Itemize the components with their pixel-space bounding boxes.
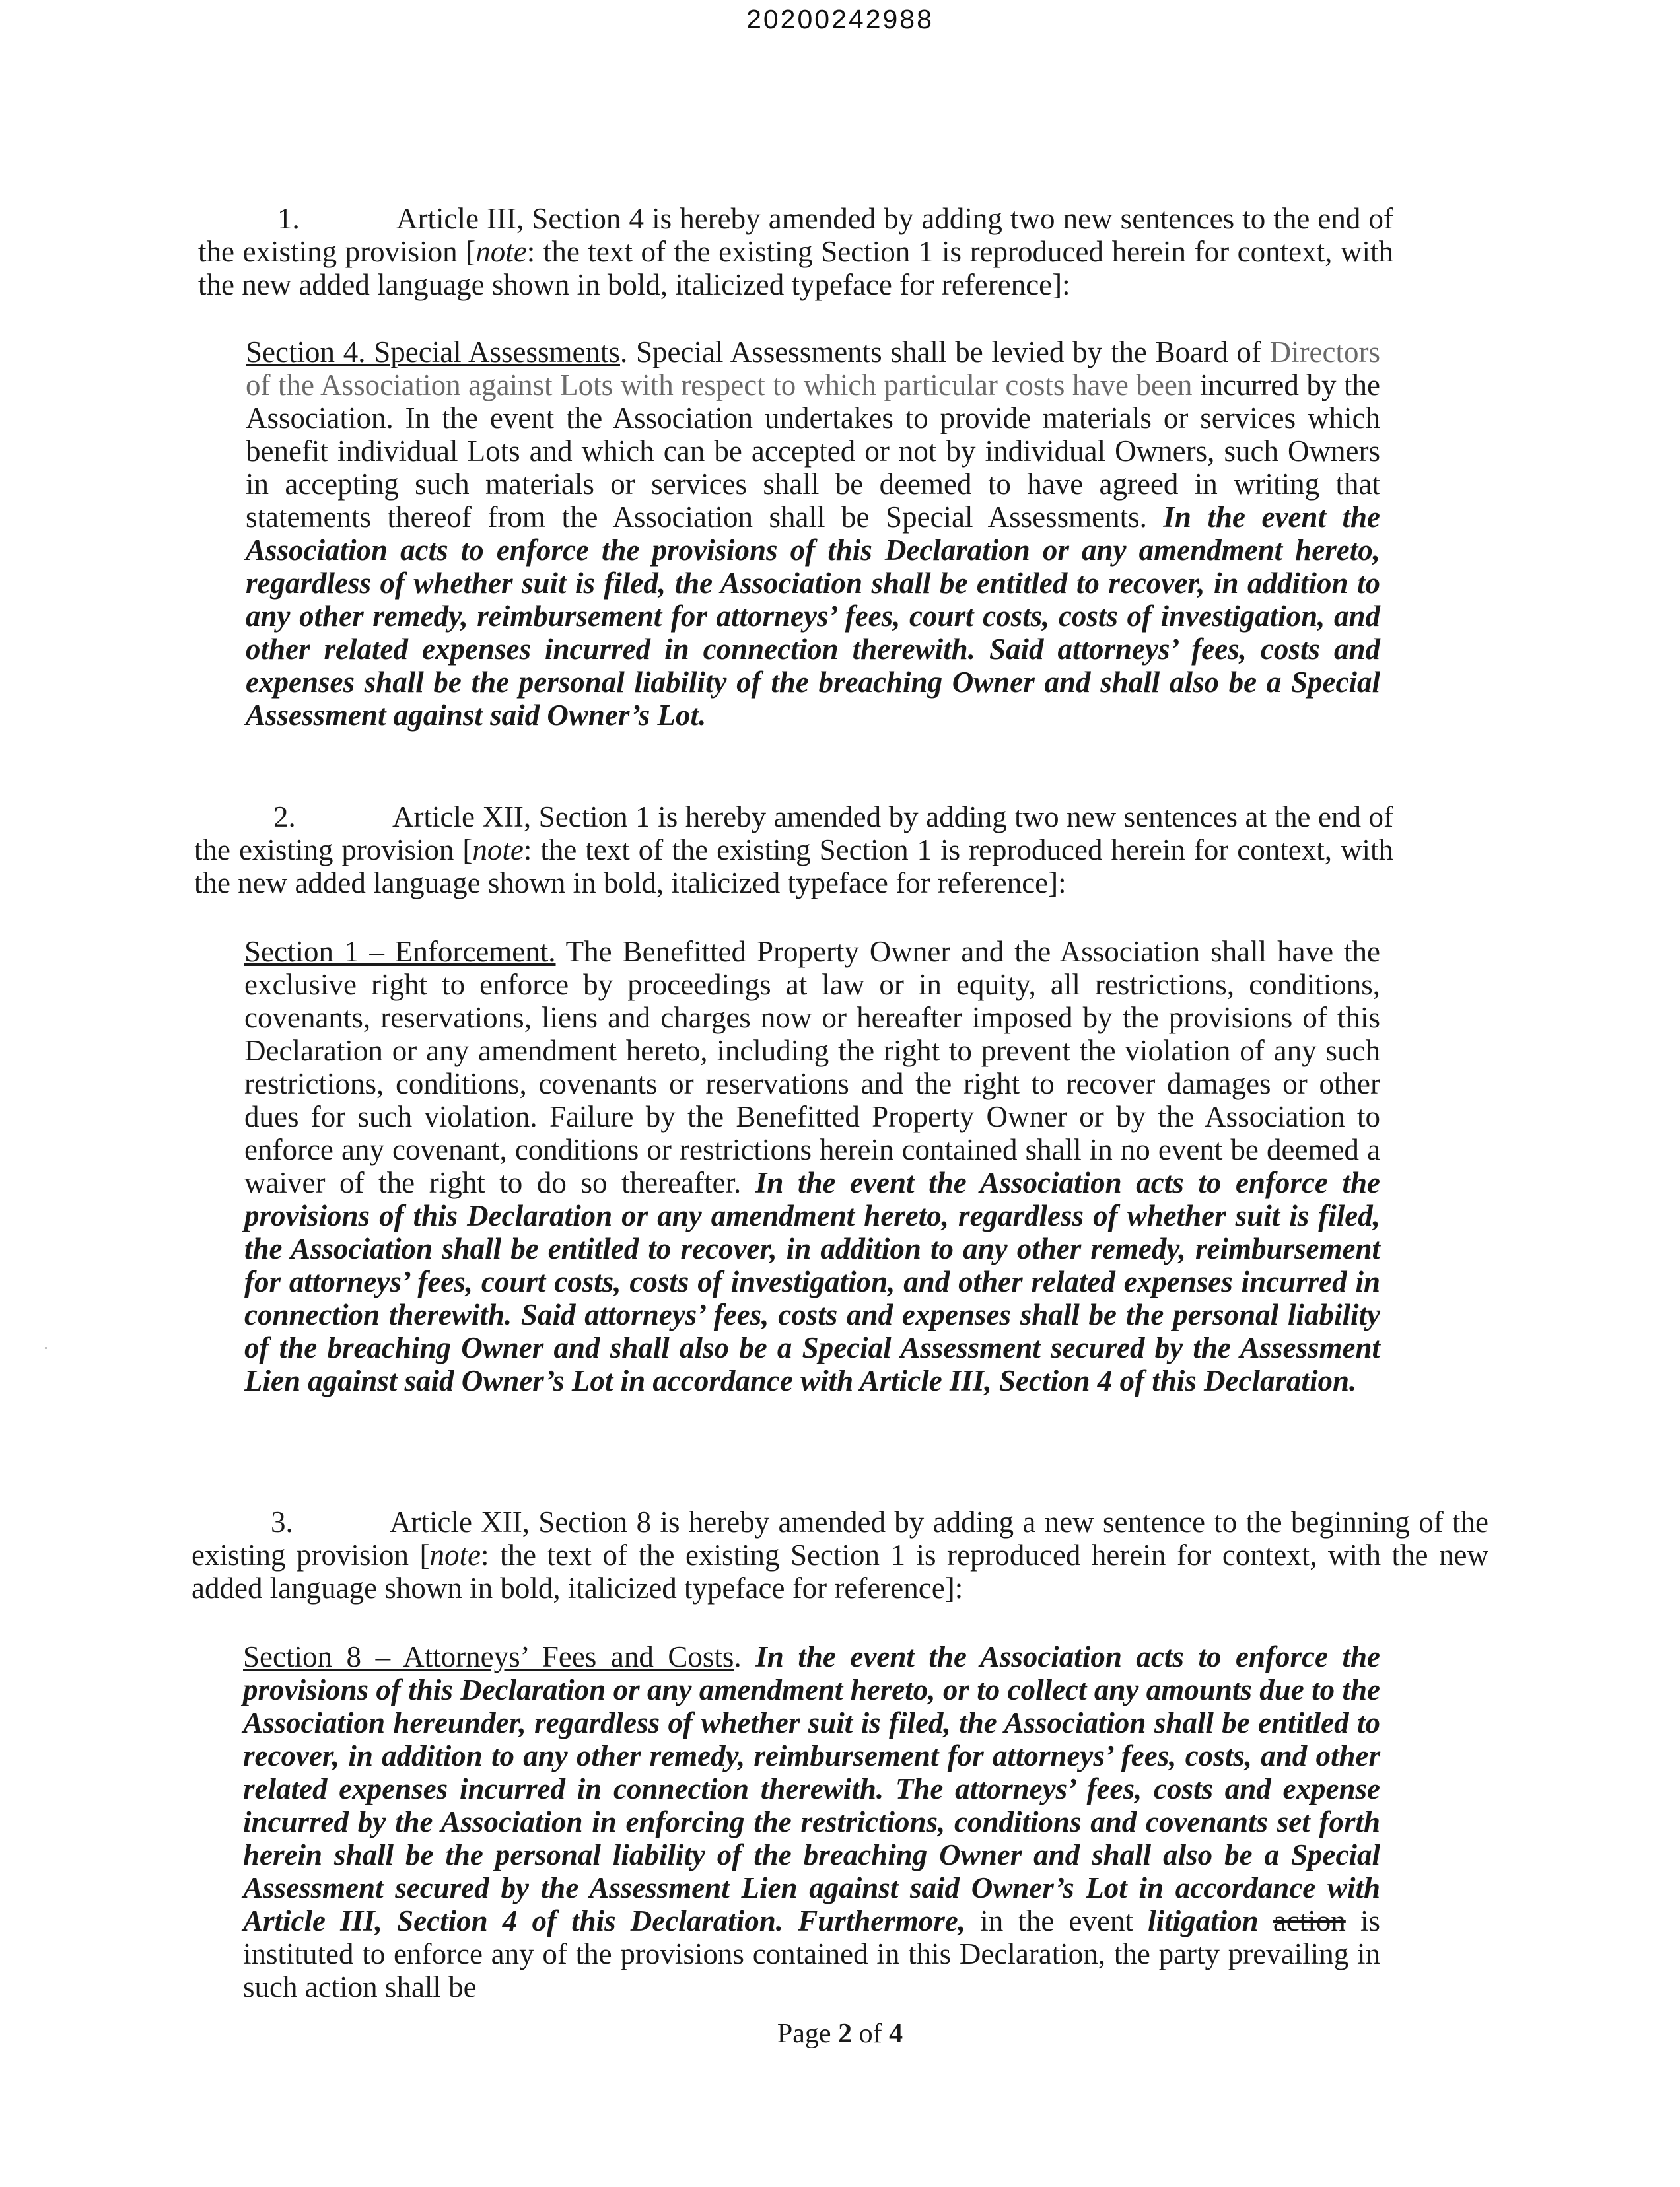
amendment-3-section-new-text: In the event the Association acts to enforce the provisions of this Declaration or any amendment hereto, or to collect any amounts due to the Association hereunder, regardless of whether suit is filed, the Association shall be entitled to recover, in addition to any other remedy, reimbursement for attorneys’ fees, costs, and other related expenses incurred in connection therewith. The attorneys’ fees, costs and expense incurred by the Association in enforcing the restrictions, conditions and covenants set forth herein shall be the personal liability of the breaching Owner and shall also be a Special Assessment secured by the Assessment Lien against said Owner’s Lot in accordance with Article III, Section 4 of this Declaration. Furthermore, [243,1640,1380,1937]
amendment-2-intro-text: Article XII, Section 1 is hereby amended by adding two new sentences at the end of the existing provision [ [194,800,1393,866]
amendment-3-note-word: note [429,1539,481,1572]
page-total: 4 [889,2019,903,2049]
page-current: 2 [838,2019,853,2049]
amendment-3-tail-text-rest: is instituted to enforce any of the provisions contained in this Declaration, the party prevailing in such action shall be [243,1904,1380,2003]
amendment-3-section-title-punct: . [734,1640,742,1673]
amendment-3-number: 3. [271,1506,293,1539]
amendment-1-section-existing-text: incurred by the Association. In the event the Association undertakes to provide materials or services which benefit individual Lots and which can be accepted or not by individual Owners, such Owners in accepting such materials or services shall be deemed to have agreed in writing that statements thereof from the Association shall be Special Assessments. [246,368,1380,534]
amendment-3-tail-text: in the event [965,1904,1148,1937]
scan-speck [45,1347,47,1349]
amendment-2-intro [194,800,1393,899]
amendment-1-section-new-text: In the event the Association acts to enforce the provisions of this Declaration or any amendment hereto, regardless of whether suit is filed, the Association shall be entitled to recover, in addition to any other remedy, reimbursement for attorneys’ fees, court costs, costs of investigation, and other related expenses incurred in connection therewith. Said attorneys’ fees, costs and expenses shall be the personal liability of the breaching Owner and shall also be a Special Assessment against said Owner’s Lot. [246,501,1380,732]
amendment-2-section-title: Section 1 – Enforcement. [244,935,556,968]
amendment-1-section [246,335,1380,732]
page-sep: of [852,2019,890,2049]
amendment-3-section-title: Section 8 – Attorneys’ Fees and Costs [243,1640,734,1673]
amendment-3-intro [192,1506,1488,1605]
amendment-1-intro-text-rest: : the text of the existing Section 1 is reproduced herein for context, with the new added language shown in bold, italicized typeface for reference]: [198,235,1393,301]
amendment-2-section-existing-text: The Benefitted Property Owner and the Association shall have the exclusive right to enforce by proceedings at law or in equity, all restrictions, conditions, covenants, reservations, liens and charges now or hereafter imposed by the provisions of this Declaration or any amendment hereto, including the right to prevent the violation of any such restrictions, conditions, covenants or reservations and the right to recover damages or other dues for such violation. Failure by the Benefitted Property Owner or by the Association to enforce any covenant, conditions or restrictions herein contained shall in no event be deemed a waiver of the right to do so thereafter. [244,935,1380,1199]
amendment-2-section-new-text: In the event the Association acts to enforce the provisions of this Declaration or any amendment hereto, regardless of whether suit is filed, the Association shall be entitled to recover, in addition to any other remedy, reimbursement for attorneys’ fees, court costs, costs of investigation, and other related expenses incurred in connection therewith. Said attorneys’ fees, costs and expenses shall be the personal liability of the breaching Owner and shall also be a Special Assessment secured by the Assessment Lien against said Owner’s Lot in accordance with Article III, Section 4 of this Declaration. [244,1166,1380,1397]
amendment-3-tail-space [1259,1904,1273,1937]
amendment-1-section-title: Section 4. Special Assessments [246,335,620,368]
amendment-3-tail-struck-word: action [1273,1904,1346,1937]
amendment-2-note-word: note [472,833,524,866]
amendment-2-intro-text-rest: : the text of the existing Section 1 is reproduced herein for context, with the new added language shown in bold, italicized typeface for reference]: [194,833,1393,899]
amendment-3-section [243,1640,1380,2003]
amendment-3-intro-text-rest: : the text of the existing Section 1 is reproduced herein for context, with the new added language shown in bold, italicized typeface for reference]: [192,1539,1488,1605]
amendment-1-number: 1. [277,202,300,235]
amendment-2-section [244,935,1380,1397]
amendment-3-tail-new-word: litigation [1148,1904,1259,1937]
amendment-2-number: 2. [273,800,296,833]
page-footer [0,2018,1680,2050]
amendment-1-section-title-punct: . [619,335,628,368]
amendment-1-section-first-line: Special Assessments shall be levied by the Board of [627,335,1270,368]
amendment-1-section-faint-line: Directors of the Association against Lots with respect to which particular costs have been [246,335,1380,401]
amendment-3-intro-text: Article XII, Section 8 is hereby amended by adding a new sentence to the beginning of the existing provision [ [192,1506,1488,1572]
amendment-1-intro-text: Article III, Section 4 is hereby amended by adding two new sentences to the end of the existing provision [ [198,202,1393,268]
amendment-1-intro [198,202,1393,301]
document-number: 20200242988 [746,4,934,34]
amendment-1-note-word: note [475,235,527,268]
page-prefix: Page [777,2019,839,2049]
